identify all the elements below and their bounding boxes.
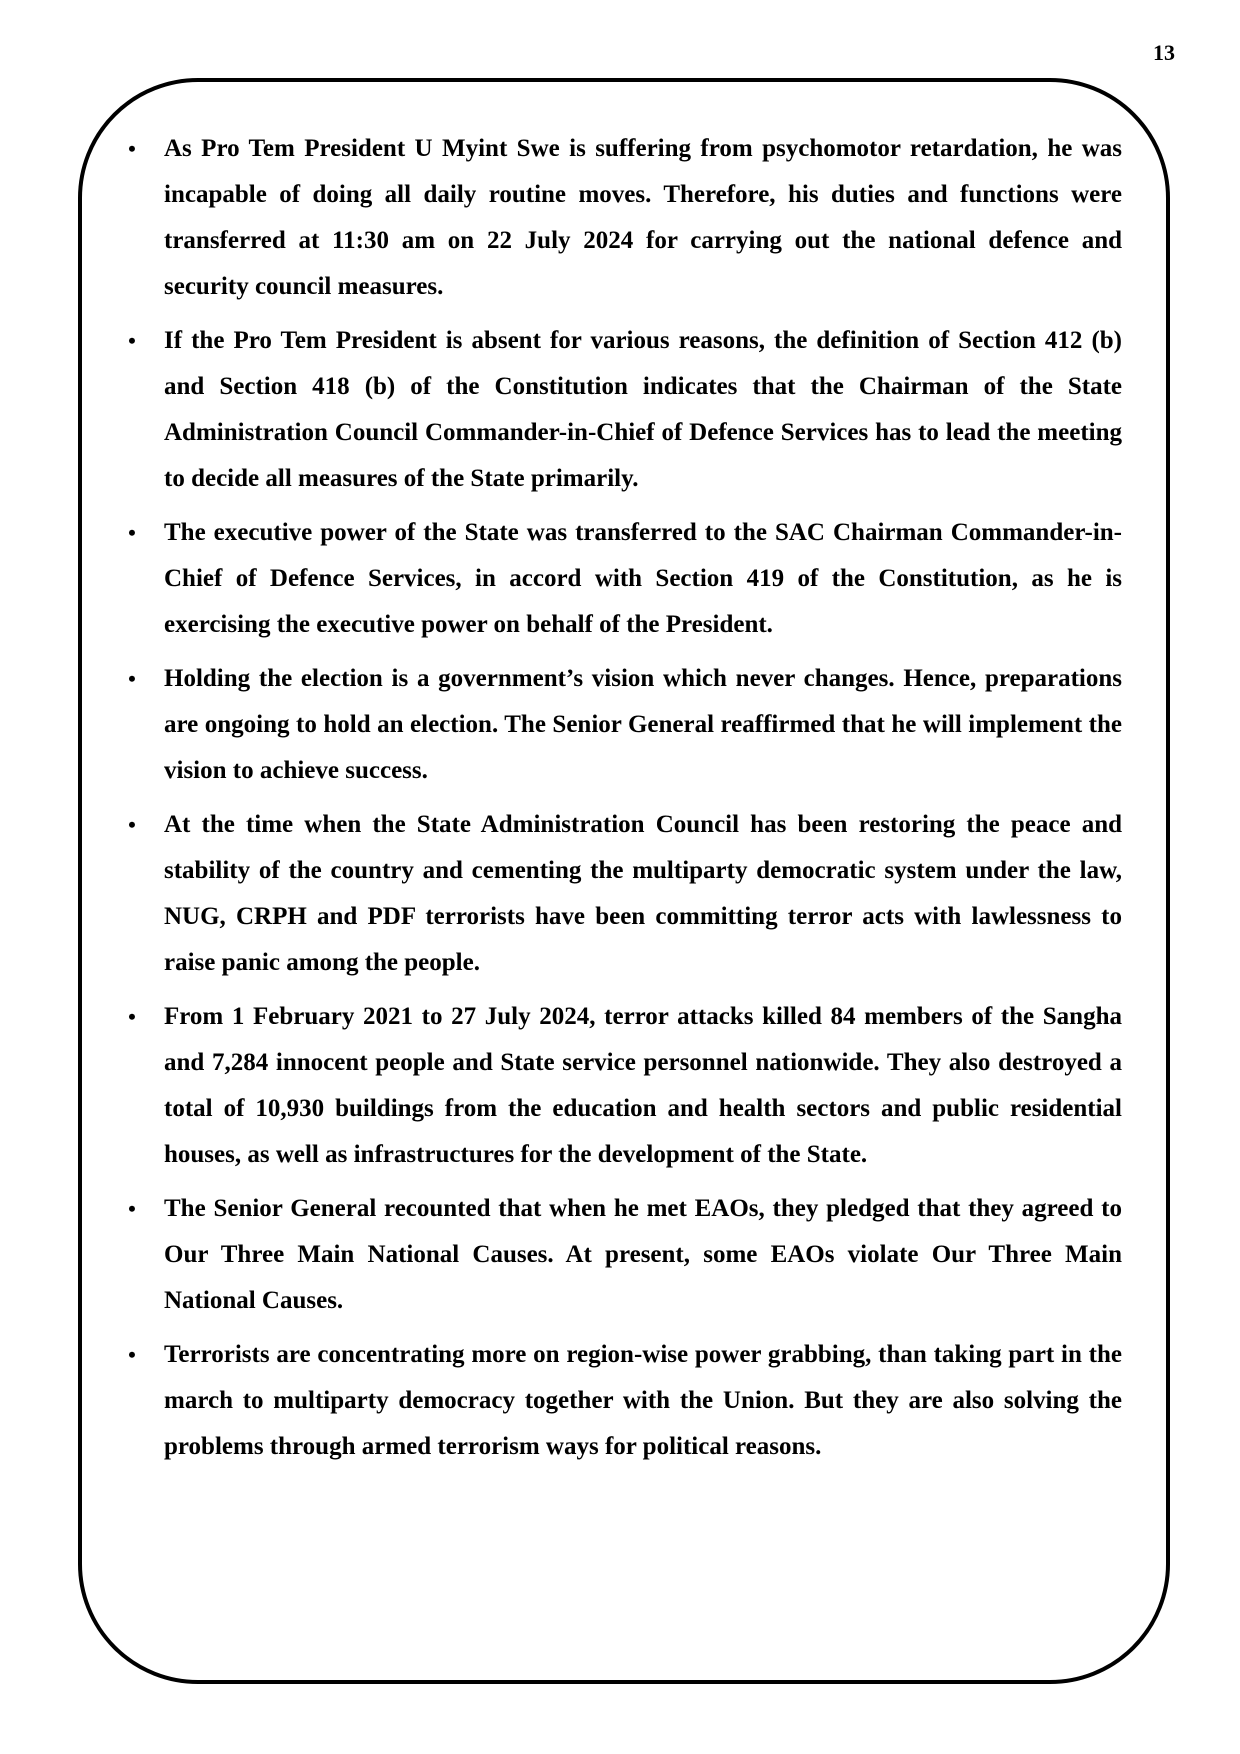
list-item	[122, 1332, 1122, 1470]
list-item	[122, 656, 1122, 794]
bullet-icon: •	[128, 1342, 136, 1367]
list-item	[122, 994, 1122, 1178]
bullet-icon: •	[128, 666, 136, 691]
bullet-text: The Senior General recounted that when he met EAOs, they pledged that they agreed to Our Three Main National Causes. At present, some EAOs violate Our Three Main National Causes.	[164, 1195, 1122, 1314]
bullet-text: Holding the election is a government’s vision which never changes. Hence, preparations are ongoing to hold an election. The Senior General reaffirmed that he will implement the vision to achieve success.	[164, 665, 1122, 784]
bullet-icon: •	[128, 1004, 136, 1029]
list-item	[122, 1186, 1122, 1324]
bullet-icon: •	[128, 520, 136, 545]
page-number: 13	[1153, 40, 1175, 65]
bullet-text: As Pro Tem President U Myint Swe is suffering from psychomotor retardation, he was incapable of doing all daily routine moves. Therefore, his duties and functions were transferred at 11:30 am on 22 July 2024 for carrying out the national defence and security council measures.	[164, 135, 1122, 300]
bullet-text: From 1 February 2021 to 27 July 2024, terror attacks killed 84 members of the Sangha and 7,284 innocent people and State service personnel nationwide. They also destroyed a total of 10,930 buildings from the education and health sectors and public residential houses, as well as infrastructures for the development of the State.	[164, 1003, 1122, 1168]
bullet-list	[122, 126, 1122, 1478]
bullet-icon: •	[128, 136, 136, 161]
list-item	[122, 126, 1122, 310]
bullet-text: At the time when the State Administration Council has been restoring the peace and stability of the country and cementing the multiparty democratic system under the law, NUG, CRPH and PDF terrorists have been committing terror acts with lawlessness to raise panic among the people.	[164, 811, 1122, 976]
bullet-text: The executive power of the State was transferred to the SAC Chairman Commander-in-Chief of Defence Services, in accord with Section 419 of the Constitution, as he is exercising the executive power on behalf of the President.	[164, 519, 1122, 638]
list-item	[122, 510, 1122, 648]
bullet-text: If the Pro Tem President is absent for various reasons, the definition of Section 412 (b) and Section 418 (b) of the Constitution indicates that the Chairman of the State Administration Council Commander-in-Chief of Defence Services has to lead the meeting to decide all measures of the State primarily.	[164, 327, 1122, 492]
bullet-text: Terrorists are concentrating more on region-wise power grabbing, than taking part in the march to multiparty democracy together with the Union. But they are also solving the problems through armed terrorism ways for political reasons.	[164, 1341, 1122, 1460]
bullet-icon: •	[128, 812, 136, 837]
bullet-icon: •	[128, 1196, 136, 1221]
list-item	[122, 802, 1122, 986]
bullet-icon: •	[128, 328, 136, 353]
list-item	[122, 318, 1122, 502]
